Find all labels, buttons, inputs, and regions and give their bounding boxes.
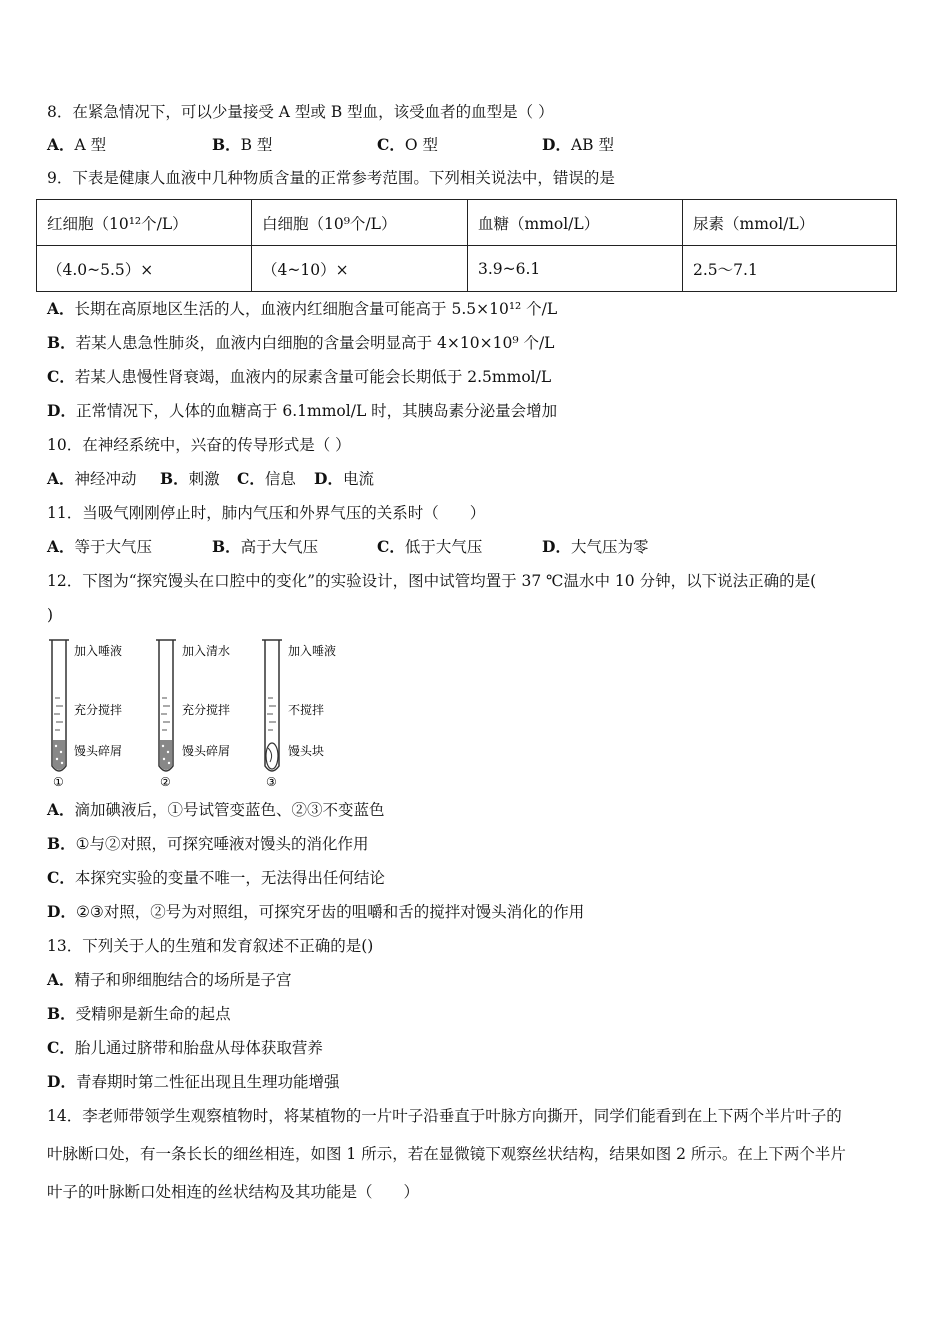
q9-option-a[interactable]: A．长期在高原地区生活的人，血液内红细胞含量可能高于 5.5×10¹² 个/L	[47, 299, 558, 318]
q10-option-b[interactable]: B．刺激	[160, 469, 220, 488]
q13-option-a[interactable]: A．精子和卵细胞结合的场所是子宫	[47, 970, 292, 989]
test-tube-2	[156, 640, 230, 789]
table-cell: （4.0~5.5）×	[37, 246, 252, 292]
q10-stem: 10．在神经系统中，兴奋的传导形式是（ ）	[47, 436, 351, 454]
q12-stem: 12．下图为“探究馒头在口腔中的变化”的实验设计，图中试管均置于 37 ℃温水中 10 分钟，以下说法正确的是(	[47, 572, 817, 590]
q12-option-d[interactable]: D．②③对照，②号为对照组，可探究牙齿的咀嚼和舌的搅拌对馒头消化的作用	[47, 902, 585, 921]
q10-option-a[interactable]: A．神经冲动	[47, 469, 137, 488]
q11-option-b[interactable]: B．高于大气压	[212, 537, 319, 556]
q14-stem-line-3: 叶子的叶脉断口处相连的丝状结构及其功能是（ ）	[47, 1183, 420, 1201]
q10-option-d[interactable]: D．电流	[314, 469, 374, 488]
test-tube-figure	[44, 634, 354, 794]
table-cell: （4~10）×	[252, 246, 468, 292]
tube-2-top-label: 加入清水	[182, 644, 231, 658]
table-cell: 2.5～7.1	[683, 246, 897, 292]
q8-option-b[interactable]: B．B 型	[212, 135, 273, 154]
tube-2-mid-label: 充分搅拌	[182, 703, 231, 717]
tube-3-number: ③	[266, 775, 277, 789]
table-header-cell: 红细胞（10¹²个/L）	[37, 200, 252, 246]
q12-option-c[interactable]: C．本探究实验的变量不唯一，无法得出任何结论	[47, 868, 385, 887]
q8-option-a[interactable]: A．A 型	[47, 135, 107, 154]
tube-1-top-label: 加入唾液	[74, 644, 123, 658]
q13-option-d[interactable]: D．青春期时第二性征出现且生理功能增强	[47, 1072, 340, 1091]
q10-option-c[interactable]: C．信息	[237, 469, 296, 488]
q13-stem: 13．下列关于人的生殖和发育叙述不正确的是()	[47, 937, 374, 955]
test-tube-3	[262, 640, 336, 789]
q9-option-c[interactable]: C．若某人患慢性肾衰竭，血液内的尿素含量可能会长期低于 2.5mmol/L	[47, 367, 552, 386]
table-row	[37, 246, 897, 292]
q12-option-a[interactable]: A．滴加碘液后，①号试管变蓝色、②③不变蓝色	[47, 800, 385, 819]
q9-blood-table	[36, 199, 897, 292]
test-tube-1	[49, 640, 122, 789]
q11-option-a[interactable]: A．等于大气压	[47, 537, 153, 556]
q14-stem-line-2: 叶脉断口处，有一条长长的细丝相连，如图 1 所示，若在显微镜下观察丝状结构，结果如图 2 所示。在上下两个半片	[47, 1145, 846, 1163]
table-header-cell: 血糖（mmol/L）	[468, 200, 683, 246]
tube-3-top-label: 加入唾液	[288, 644, 337, 658]
q9-option-b[interactable]: B．若某人患急性肺炎，血液内白细胞的含量会明显高于 4×10×10⁹ 个/L	[47, 333, 555, 352]
tube-2-bottom-label: 馒头碎屑	[182, 744, 231, 758]
tube-3-mid-label: 不搅拌	[288, 703, 325, 717]
q11-option-d[interactable]: D．大气压为零	[542, 537, 649, 556]
tube-1-bottom-label: 馒头碎屑	[74, 744, 123, 758]
q9-stem: 9．下表是健康人血液中几种物质含量的正常参考范围。下列相关说法中，错误的是	[47, 169, 615, 187]
q11-stem: 11．当吸气刚刚停止时，肺内气压和外界气压的关系时（ ）	[47, 504, 486, 522]
table-header-cell: 白细胞（10⁹个/L）	[252, 200, 468, 246]
q13-option-b[interactable]: B．受精卵是新生命的起点	[47, 1004, 231, 1023]
tube-1-number: ①	[53, 775, 64, 789]
tube-3-bottom-label: 馒头块	[288, 744, 325, 758]
q8-option-c[interactable]: C．O 型	[377, 135, 438, 154]
table-cell: 3.9~6.1	[468, 246, 683, 292]
tube-1-mid-label: 充分搅拌	[74, 703, 123, 717]
table-header-cell: 尿素（mmol/L）	[683, 200, 897, 246]
q14-stem-line-1: 14．李老师带领学生观察植物时，将某植物的一片叶子沿垂直于叶脉方向撕开，同学们能看到在上下两个半片叶子的	[47, 1107, 842, 1125]
tube-2-number: ②	[160, 775, 171, 789]
q8-option-d[interactable]: D．AB 型	[542, 135, 614, 154]
q9-option-d[interactable]: D．正常情况下，人体的血糖高于 6.1mmol/L 时，其胰岛素分泌量会增加	[47, 401, 558, 420]
table-header-row	[37, 200, 897, 246]
q8-stem: 8．在紧急情况下，可以少量接受 A 型或 B 型血，该受血者的血型是（ ）	[47, 103, 554, 121]
q12-option-b[interactable]: B．①与②对照，可探究唾液对馒头的消化作用	[47, 834, 369, 853]
q12-stem-cont: )	[47, 606, 54, 624]
q13-option-c[interactable]: C．胎儿通过脐带和胎盘从母体获取营养	[47, 1038, 323, 1057]
q11-option-c[interactable]: C．低于大气压	[377, 537, 483, 556]
